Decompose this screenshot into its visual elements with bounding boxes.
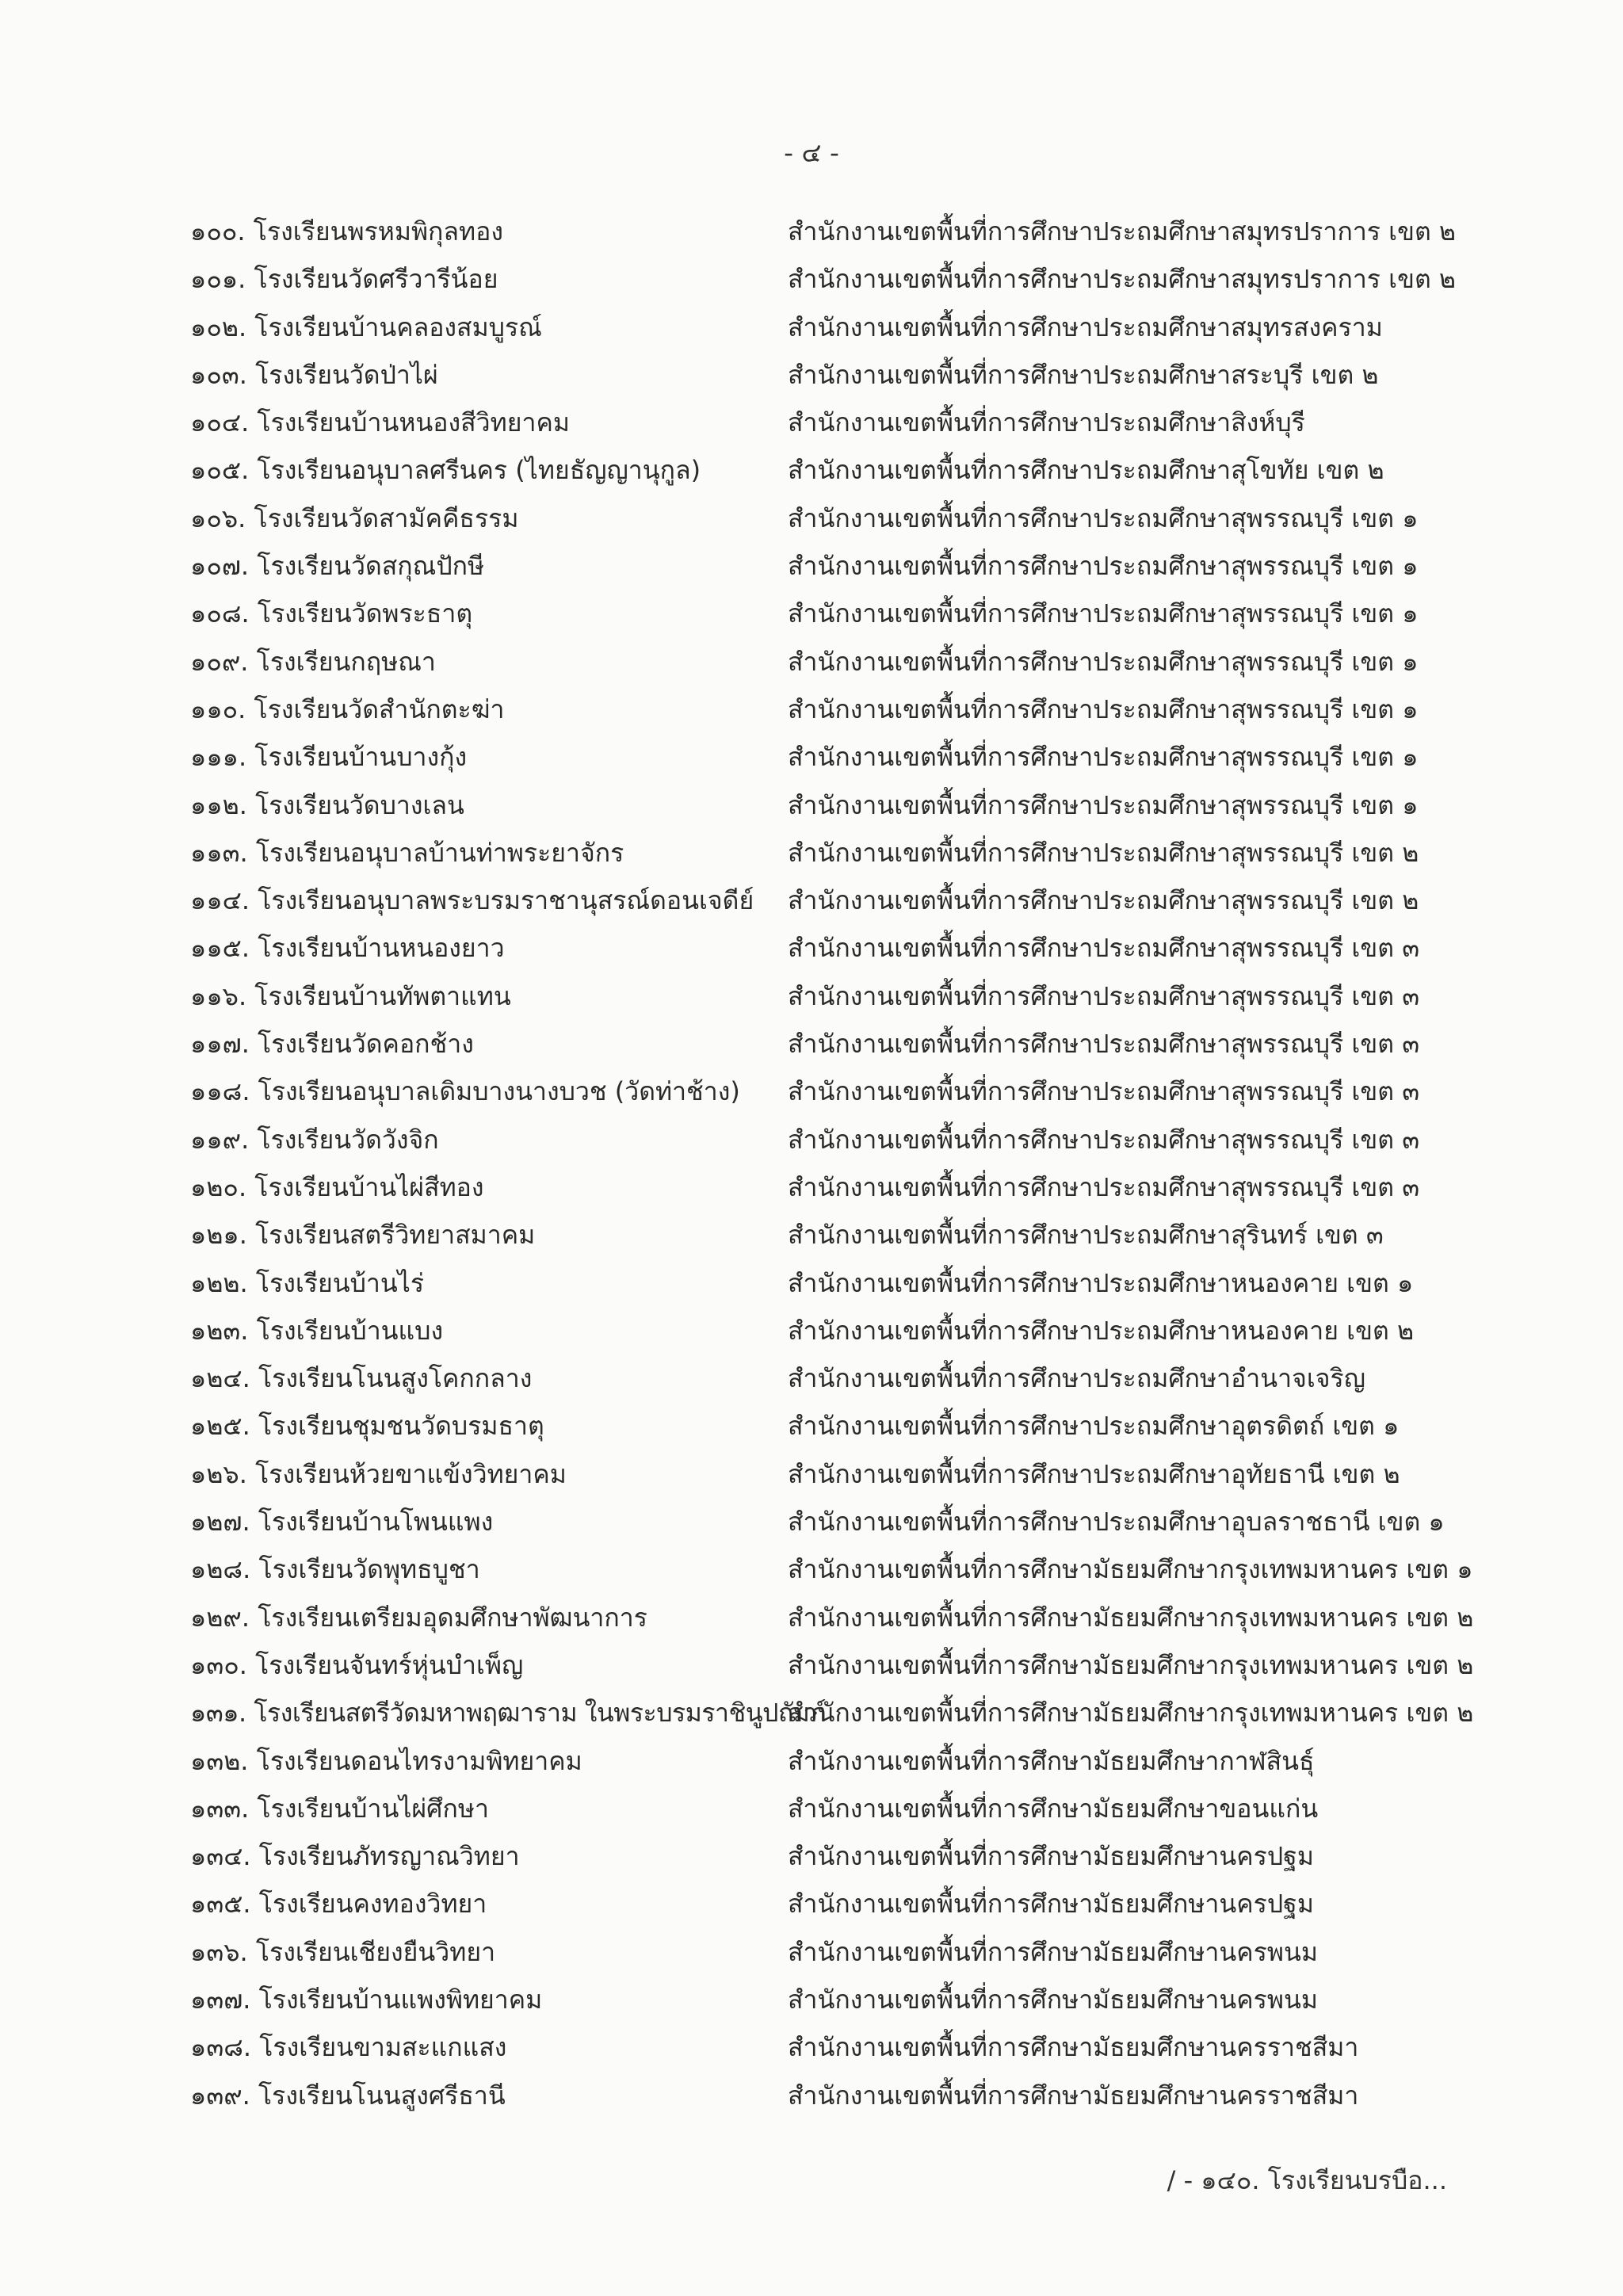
list-item	[0, 1307, 1623, 1354]
list-item	[0, 351, 1623, 399]
education-office: สำนักงานเขตพื้นที่การศึกษาประถมศึกษาสุพรรณบุรี เขต ๑	[788, 693, 1419, 724]
list-item	[0, 1689, 1623, 1736]
education-office: สำนักงานเขตพื้นที่การศึกษาประถมศึกษาหนองคาย เขต ๑	[788, 1267, 1414, 1298]
list-item	[0, 924, 1623, 972]
list-item	[0, 1450, 1623, 1498]
school-name: ๑๐๔. โรงเรียนบ้านหนองสีวิทยาคม	[190, 407, 570, 438]
school-name: ๑๐๕. โรงเรียนอนุบาลศรีนคร (ไทยธัญญานุกูล)	[190, 455, 701, 486]
education-office: สำนักงานเขตพื้นที่การศึกษามัธยมศึกษาขอนแก่น	[788, 1793, 1319, 1824]
school-name: ๑๐๐. โรงเรียนพรหมพิกุลทอง	[190, 216, 503, 246]
school-name: ๑๑๕. โรงเรียนบ้านหนองยาว	[190, 933, 505, 964]
list-item	[0, 638, 1623, 686]
school-name: ๑๓๓. โรงเรียนบ้านไผ่ศึกษา	[190, 1793, 489, 1824]
school-name: ๑๓๘. โรงเรียนขามสะแกแสง	[190, 2032, 507, 2063]
education-office: สำนักงานเขตพื้นที่การศึกษาประถมศึกษาสุพรรณบุรี เขต ๒	[788, 885, 1419, 916]
list-item	[0, 1259, 1623, 1307]
list-item	[0, 1832, 1623, 1880]
school-name: ๑๑๒. โรงเรียนวัดบางเลน	[190, 789, 464, 820]
list-item	[0, 1737, 1623, 1785]
education-office: สำนักงานเขตพื้นที่การศึกษาประถมศึกษาอุตรดิตถ์ เขต ๑	[788, 1411, 1400, 1442]
list-item	[0, 2072, 1623, 2119]
school-name: ๑๒๐. โรงเรียนบ้านไผ่สีทอง	[190, 1171, 484, 1202]
school-name: ๑๒๗. โรงเรียนบ้านโพนแพง	[190, 1507, 494, 1538]
education-office: สำนักงานเขตพื้นที่การศึกษาประถมศึกษาสุพรรณบุรี เขต ๓	[788, 1124, 1420, 1155]
school-name: ๑๒๓. โรงเรียนบ้านแบง	[190, 1315, 444, 1346]
school-list	[0, 208, 1623, 2119]
school-name: ๑๓๕. โรงเรียนคงทองวิทยา	[190, 1889, 487, 1920]
list-item	[0, 877, 1623, 924]
list-item	[0, 208, 1623, 255]
school-name: ๑๒๒. โรงเรียนบ้านไร่	[190, 1267, 425, 1298]
school-name: ๑๑๗. โรงเรียนวัดคอกช้าง	[190, 1029, 474, 1060]
education-office: สำนักงานเขตพื้นที่การศึกษาประถมศึกษาสุพรรณบุรี เขต ๑	[788, 789, 1419, 820]
school-name: ๑๓๐. โรงเรียนจันทร์หุ่นบำเพ็ญ	[190, 1649, 524, 1680]
list-item	[0, 542, 1623, 590]
education-office: สำนักงานเขตพื้นที่การศึกษาประถมศึกษาสมุทรปราการ เขต ๒	[788, 264, 1456, 295]
school-name: ๑๐๖. โรงเรียนวัดสามัคคีธรรม	[190, 502, 519, 533]
list-item	[0, 1976, 1623, 2023]
education-office: สำนักงานเขตพื้นที่การศึกษามัธยมศึกษานครราชสีมา	[788, 2080, 1359, 2111]
education-office: สำนักงานเขตพื้นที่การศึกษามัธยมศึกษานครปฐม	[788, 1889, 1314, 1920]
education-office: สำนักงานเขตพื้นที่การศึกษาประถมศึกษาอุทัยธานี เขต ๒	[788, 1458, 1400, 1489]
school-name: ๑๓๒. โรงเรียนดอนไทรงามพิทยาคม	[190, 1745, 582, 1776]
education-office: สำนักงานเขตพื้นที่การศึกษามัธยมศึกษานครพนม	[788, 1936, 1318, 1967]
school-name: ๑๒๔. โรงเรียนโนนสูงโคกกลาง	[190, 1363, 533, 1394]
school-name: ๑๐๒. โรงเรียนบ้านคลองสมบูรณ์	[190, 311, 542, 342]
education-office: สำนักงานเขตพื้นที่การศึกษาประถมศึกษาอำนาจเจริญ	[788, 1363, 1365, 1394]
list-item	[0, 829, 1623, 877]
education-office: สำนักงานเขตพื้นที่การศึกษาประถมศึกษาสิงห์บุรี	[788, 407, 1305, 438]
list-item	[0, 495, 1623, 542]
school-name: ๑๐๓. โรงเรียนวัดป่าไผ่	[190, 359, 438, 390]
list-item	[0, 1163, 1623, 1211]
list-item	[0, 304, 1623, 351]
list-item	[0, 1498, 1623, 1545]
education-office: สำนักงานเขตพื้นที่การศึกษาประถมศึกษาสุพรรณบุรี เขต ๑	[788, 742, 1419, 773]
school-name: ๑๓๑. โรงเรียนสตรีวัดมหาพฤฒาราม ในพระบรมราชินูปถัมภ์	[190, 1698, 826, 1729]
education-office: สำนักงานเขตพื้นที่การศึกษาประถมศึกษาสุโขทัย เขต ๒	[788, 455, 1384, 486]
school-name: ๑๑๘. โรงเรียนอนุบาลเดิมบางนางบวช (วัดท่าช้าง)	[190, 1076, 740, 1107]
school-name: ๑๒๕. โรงเรียนชุมชนวัดบรมธาตุ	[190, 1411, 544, 1442]
list-item	[0, 972, 1623, 1020]
education-office: สำนักงานเขตพื้นที่การศึกษามัธยมศึกษากรุงเทพมหานคร เขต ๑	[788, 1554, 1473, 1585]
education-office: สำนักงานเขตพื้นที่การศึกษามัธยมศึกษานครปฐม	[788, 1841, 1314, 1872]
list-item	[0, 2023, 1623, 2071]
education-office: สำนักงานเขตพื้นที่การศึกษาประถมศึกษาสระบุรี เขต ๒	[788, 359, 1379, 390]
list-item	[0, 1594, 1623, 1641]
school-name: ๑๐๑. โรงเรียนวัดศรีวารีน้อย	[190, 264, 498, 295]
education-office: สำนักงานเขตพื้นที่การศึกษามัธยมศึกษากรุงเทพมหานคร เขต ๒	[788, 1602, 1474, 1633]
education-office: สำนักงานเขตพื้นที่การศึกษาประถมศึกษาสุพรรณบุรี เขต ๑	[788, 551, 1419, 582]
school-name: ๑๑๖. โรงเรียนบ้านทัพตาแทน	[190, 980, 511, 1011]
list-item	[0, 1116, 1623, 1163]
education-office: สำนักงานเขตพื้นที่การศึกษาประถมศึกษาสุพรรณบุรี เขต ๑	[788, 598, 1419, 629]
list-item	[0, 1068, 1623, 1115]
school-name: ๑๐๗. โรงเรียนวัดสกุณปักษี	[190, 551, 485, 582]
list-item	[0, 590, 1623, 637]
school-name: ๑๒๘. โรงเรียนวัดพุทธบูชา	[190, 1554, 480, 1585]
school-name: ๑๒๖. โรงเรียนห้วยขาแข้งวิทยาคม	[190, 1458, 567, 1489]
education-office: สำนักงานเขตพื้นที่การศึกษาประถมศึกษาสุพรรณบุรี เขต ๑	[788, 502, 1419, 533]
list-item	[0, 733, 1623, 781]
education-office: สำนักงานเขตพื้นที่การศึกษามัธยมศึกษานครพนม	[788, 1984, 1318, 2015]
list-item	[0, 1785, 1623, 1832]
list-item	[0, 1880, 1623, 1927]
education-office: สำนักงานเขตพื้นที่การศึกษาประถมศึกษาสุพรรณบุรี เขต ๑	[788, 646, 1419, 677]
list-item	[0, 1928, 1623, 1976]
education-office: สำนักงานเขตพื้นที่การศึกษามัธยมศึกษานครราชสีมา	[788, 2032, 1359, 2063]
list-item	[0, 399, 1623, 446]
school-name: ๑๐๙. โรงเรียนกฤษณา	[190, 646, 436, 677]
list-item	[0, 1545, 1623, 1593]
school-name: ๑๑๑. โรงเรียนบ้านบางกุ้ง	[190, 742, 468, 773]
school-name: ๑๑๓. โรงเรียนอนุบาลบ้านท่าพระยาจักร	[190, 837, 624, 868]
list-item	[0, 1211, 1623, 1259]
list-item	[0, 446, 1623, 494]
school-name: ๑๒๙. โรงเรียนเตรียมอุดมศึกษาพัฒนาการ	[190, 1602, 647, 1633]
education-office: สำนักงานเขตพื้นที่การศึกษาประถมศึกษาสุพรรณบุรี เขต ๓	[788, 1029, 1420, 1060]
list-item	[0, 781, 1623, 829]
education-office: สำนักงานเขตพื้นที่การศึกษามัธยมศึกษากรุงเทพมหานคร เขต ๒	[788, 1698, 1474, 1729]
list-item	[0, 686, 1623, 733]
page-number: - ๔ -	[784, 137, 839, 168]
education-office: สำนักงานเขตพื้นที่การศึกษาประถมศึกษาสุพรรณบุรี เขต ๓	[788, 1171, 1420, 1202]
school-name: ๑๓๙. โรงเรียนโนนสูงศรีธานี	[190, 2080, 506, 2111]
school-name: ๑๐๘. โรงเรียนวัดพระธาตุ	[190, 598, 473, 629]
list-item	[0, 1020, 1623, 1068]
education-office: สำนักงานเขตพื้นที่การศึกษามัธยมศึกษากรุงเทพมหานคร เขต ๒	[788, 1649, 1474, 1680]
education-office: สำนักงานเขตพื้นที่การศึกษาประถมศึกษาหนองคาย เขต ๒	[788, 1315, 1415, 1346]
education-office: สำนักงานเขตพื้นที่การศึกษาประถมศึกษาสุพรรณบุรี เขต ๒	[788, 837, 1419, 868]
education-office: สำนักงานเขตพื้นที่การศึกษาประถมศึกษาสุพรรณบุรี เขต ๓	[788, 1076, 1420, 1107]
list-item	[0, 1641, 1623, 1689]
school-name: ๑๑๐. โรงเรียนวัดสำนักตะฆ่า	[190, 693, 505, 724]
continuation-note: / - ๑๔๐. โรงเรียนบรบือ...	[1167, 2165, 1447, 2195]
school-name: ๑๓๗. โรงเรียนบ้านแพงพิทยาคม	[190, 1984, 543, 2015]
list-item	[0, 255, 1623, 303]
school-name: ๑๑๙. โรงเรียนวัดวังจิก	[190, 1124, 439, 1155]
education-office: สำนักงานเขตพื้นที่การศึกษาประถมศึกษาสมุทรปราการ เขต ๒	[788, 216, 1456, 246]
education-office: สำนักงานเขตพื้นที่การศึกษาประถมศึกษาสุรินทร์ เขต ๓	[788, 1220, 1384, 1251]
school-name: ๑๒๑. โรงเรียนสตรีวิทยาสมาคม	[190, 1220, 536, 1251]
education-office: สำนักงานเขตพื้นที่การศึกษาประถมศึกษาสมุทรสงคราม	[788, 311, 1383, 342]
education-office: สำนักงานเขตพื้นที่การศึกษาประถมศึกษาสุพรรณบุรี เขต ๓	[788, 980, 1420, 1011]
list-item	[0, 1402, 1623, 1450]
education-office: สำนักงานเขตพื้นที่การศึกษามัธยมศึกษากาฬสินธุ์	[788, 1745, 1315, 1776]
education-office: สำนักงานเขตพื้นที่การศึกษาประถมศึกษาอุบลราชธานี เขต ๑	[788, 1507, 1445, 1538]
school-name: ๑๓๖. โรงเรียนเชียงยืนวิทยา	[190, 1936, 496, 1967]
education-office: สำนักงานเขตพื้นที่การศึกษาประถมศึกษาสุพรรณบุรี เขต ๓	[788, 933, 1420, 964]
list-item	[0, 1354, 1623, 1402]
school-name: ๑๑๔. โรงเรียนอนุบาลพระบรมราชานุสรณ์ดอนเจดีย์	[190, 885, 754, 916]
school-name: ๑๓๔. โรงเรียนภัทรญาณวิทยา	[190, 1841, 520, 1872]
